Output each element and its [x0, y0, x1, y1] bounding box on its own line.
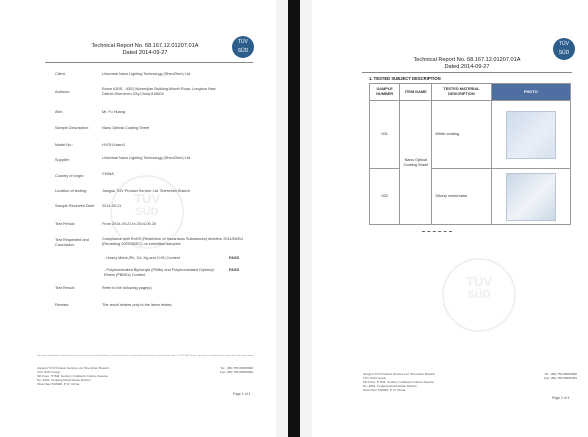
- footer-contact: Tel : (86) 755 88286998 Fax: (86) 755 88286399: [219, 366, 253, 374]
- report-date: Dated 2014-09-27: [122, 50, 168, 56]
- model-no-value: HYGH-Nano1: [102, 143, 126, 147]
- model-no-label: Model No.:: [55, 143, 74, 147]
- conclusion-item-2: - Polybrominated Biphenyls (PBBs) and Polybrominated Diphenyl Ethers (PBDEs) Content: [104, 268, 214, 277]
- table-row: [370, 101, 571, 169]
- conclusion-item-1: - Heavy Metal (Pb, Cd, Hg and CrVI) Content: [104, 256, 180, 260]
- location-label: Location of testing:: [55, 189, 87, 193]
- test-result-label: Test Result:: [55, 286, 75, 290]
- report-date: Dated 2014-09-27: [444, 64, 490, 70]
- pass-badge-1: PASS: [229, 256, 240, 260]
- sample-photo: [506, 111, 556, 159]
- sample-description-label: Sample Description:: [55, 126, 89, 130]
- footer-contact: Tel : (86) 755 88286998 Fax: (86) 755 88286399: [543, 372, 577, 380]
- sample-description-value: Nano Optical Coating Sheet: [102, 126, 150, 130]
- sample-number: 001: [370, 101, 400, 169]
- report-title: [70, 43, 220, 57]
- report-title: [392, 57, 542, 71]
- footer-disclaimer: No extract, abridgment or abstraction from a test report may be published or used to advertise a product without the written consent of the Client or TÜV SÜD Group. The results contained herein relate only to the items tested.: [37, 355, 255, 357]
- photo-cell: [491, 169, 570, 225]
- location-value: Jiangsu TÜV Product Service Ltd. Shenzhen Branch: [102, 189, 191, 193]
- tested-subject-table: [369, 83, 571, 225]
- footer-address: Jiangsu TÜV Product Service Ltd. Shenzhen Branch TÜV SÜD Group 6th Floor, H Hall, Century Craftwork Culture Square, No. 4001, Fuqiang Road,Futian District Shenzhen 518048, P. R. China: [37, 366, 109, 386]
- remark-label: Remark:: [55, 303, 70, 307]
- received-date-label: Sample Received Date:: [55, 204, 95, 208]
- address-label: Address:: [55, 90, 70, 94]
- country-of-origin-label: Country of origin:: [55, 174, 84, 178]
- table-row: [370, 169, 571, 225]
- attn-value: Mr. Fu Huang: [102, 110, 126, 114]
- table-header-row: [370, 84, 571, 101]
- header-divider: [45, 62, 253, 63]
- test-requested-label: Test Requested and Conclusion:: [55, 238, 89, 247]
- material-description: Silvery metal base: [432, 169, 491, 225]
- attn-label: Attn:: [55, 110, 63, 114]
- test-requested-value: Compliance with RoHS (Restriction of Hazardous Substances) directive 2011/65/EU (Recasting 2002/95/EC) on submitted samples: [102, 237, 244, 246]
- column-header: TESTED MATERIAL DESCRIPTION: [432, 84, 491, 101]
- page-number: Page 1 of 4: [233, 392, 251, 396]
- country-of-origin-value: CHINA: [102, 172, 114, 176]
- report-number: Technical Report No. 68.167.12.01207.01A: [91, 43, 199, 49]
- section-title: 1. TESTED SUBJECT DESCRIPTION: [369, 76, 441, 81]
- supplier-label: Supplier:: [55, 158, 70, 162]
- client-value: Universal Nano Lighting Technology (ShenZhen) Ltd.: [102, 72, 192, 76]
- remark-value: The result relates only to the items tested.: [102, 303, 173, 307]
- watermark-seal: TÜV SÜD: [110, 175, 184, 249]
- column-header: PHOTO: [491, 84, 570, 101]
- report-number: Technical Report No. 68.167.12.01207.01A: [413, 57, 521, 63]
- test-period-value: From 2014-09-21 to 2014-09-26: [102, 222, 157, 226]
- test-result-value: Refer to the following page(s): [102, 286, 152, 290]
- watermark-seal: TÜV SÜD: [442, 258, 516, 332]
- sample-number: 002: [370, 169, 400, 225]
- footer-address: Jiangsu TÜV Product Service Ltd. Shenzhen Branch TÜV SÜD Group 6th Floor, H Hall, Century Craftwork Culture Square, No. 4001, Fuqiang Road,Futian District Shenzhen 518048, P. R. China: [363, 372, 435, 392]
- photo-cell: [491, 101, 570, 169]
- page-number: Page 2 of 4: [552, 396, 570, 400]
- test-period-label: Test Period:: [55, 222, 76, 226]
- pass-badge-2: PASS: [229, 268, 240, 272]
- report-page-1: [0, 0, 276, 437]
- column-header: SAMPLE NUMBER: [370, 84, 400, 101]
- report-page-2: [312, 0, 588, 437]
- material-description: White coating: [432, 101, 491, 169]
- header-divider: [362, 72, 572, 73]
- tuv-logo-icon: TÜV SÜD: [232, 36, 254, 58]
- client-label: Client:: [55, 72, 66, 76]
- item-name: Nano Optical Coating Sheet: [400, 101, 432, 225]
- sample-photo: [506, 173, 556, 221]
- supplier-value: Universal Nano Lighting Technology (ShenZhen) Ltd.: [102, 156, 192, 160]
- column-header: ITEM NAME: [400, 84, 432, 101]
- received-date-value: 2014-09-21: [102, 204, 122, 208]
- tuv-logo-icon: TÜV SÜD: [553, 38, 575, 60]
- page-divider: [276, 0, 312, 437]
- table-end-line: [422, 231, 452, 232]
- address-value: Room A305、A302,Nuisenjian Building,Minzhi Road, Longhua New District,Shenzhen City,China,518000: [102, 87, 216, 96]
